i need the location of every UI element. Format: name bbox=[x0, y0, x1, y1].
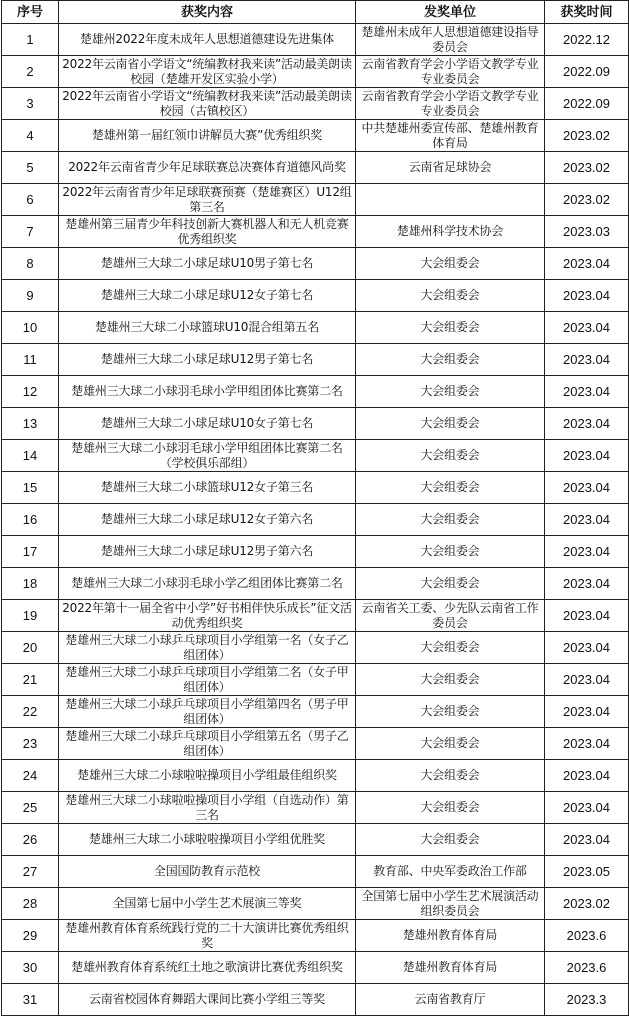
award-content-cell: 2022年云南省青少年足球联赛预赛（楚雄赛区）U12组第三名 bbox=[59, 184, 356, 216]
award-date-cell: 2023.04 bbox=[545, 696, 629, 728]
row-number: 6 bbox=[2, 184, 59, 216]
row-number: 21 bbox=[2, 664, 59, 696]
award-date-cell: 2023.04 bbox=[545, 248, 629, 280]
issuing-unit-cell: 大会组委会 bbox=[356, 376, 545, 408]
row-number: 27 bbox=[2, 856, 59, 888]
award-content-cell: 楚雄州三大球二小球足球U12男子第七名 bbox=[59, 344, 356, 376]
issuing-unit-cell: 大会组委会 bbox=[356, 536, 545, 568]
table-row bbox=[2, 184, 629, 216]
header-award-date: 获奖时间 bbox=[545, 1, 629, 24]
award-content-cell: 楚雄州三大球二小球足球U12男子第六名 bbox=[59, 536, 356, 568]
row-number: 13 bbox=[2, 408, 59, 440]
row-number: 26 bbox=[2, 824, 59, 856]
table-row bbox=[2, 888, 629, 920]
table-row bbox=[2, 24, 629, 56]
award-date-cell: 2023.04 bbox=[545, 632, 629, 664]
award-content-cell: 2022年云南省青少年足球联赛总决赛体育道德风尚奖 bbox=[59, 152, 356, 184]
row-number: 10 bbox=[2, 312, 59, 344]
award-content-cell: 楚雄州三大球二小球羽毛球小学甲组团体比赛第二名 bbox=[59, 376, 356, 408]
row-number: 31 bbox=[2, 984, 59, 1016]
row-number: 8 bbox=[2, 248, 59, 280]
header-number: 序号 bbox=[2, 1, 59, 24]
issuing-unit-cell: 大会组委会 bbox=[356, 792, 545, 824]
table-row bbox=[2, 472, 629, 504]
table-row bbox=[2, 152, 629, 184]
award-date-cell: 2023.03 bbox=[545, 216, 629, 248]
award-content-cell: 楚雄州三大球二小球羽毛球小学乙组团体比赛第二名 bbox=[59, 568, 356, 600]
award-content-cell: 楚雄州三大球二小球足球U12女子第六名 bbox=[59, 504, 356, 536]
issuing-unit-cell: 楚雄州未成年人思想道德建设指导委员会 bbox=[356, 24, 545, 56]
award-content-cell: 楚雄州教育体育系统红土地之歌演讲比赛优秀组织奖 bbox=[59, 952, 356, 984]
award-content-cell: 楚雄州三大球二小球足球U12女子第七名 bbox=[59, 280, 356, 312]
row-number: 23 bbox=[2, 728, 59, 760]
issuing-unit-cell: 楚雄州教育体育局 bbox=[356, 952, 545, 984]
table-row bbox=[2, 664, 629, 696]
row-number: 12 bbox=[2, 376, 59, 408]
table-row bbox=[2, 408, 629, 440]
award-date-cell: 2023.04 bbox=[545, 344, 629, 376]
award-date-cell: 2023.04 bbox=[545, 760, 629, 792]
table-row bbox=[2, 88, 629, 120]
award-content-cell: 全国第七届中小学生艺术展演三等奖 bbox=[59, 888, 356, 920]
issuing-unit-cell: 大会组委会 bbox=[356, 664, 545, 696]
row-number: 30 bbox=[2, 952, 59, 984]
row-number: 3 bbox=[2, 88, 59, 120]
table-row bbox=[2, 792, 629, 824]
award-date-cell: 2023.6 bbox=[545, 952, 629, 984]
row-number: 14 bbox=[2, 440, 59, 472]
table-row bbox=[2, 120, 629, 152]
issuing-unit-cell: 楚雄州教育体育局 bbox=[356, 920, 545, 952]
award-date-cell: 2023.04 bbox=[545, 792, 629, 824]
award-content-cell: 楚雄州三大球二小球足球U10女子第七名 bbox=[59, 408, 356, 440]
award-date-cell: 2023.04 bbox=[545, 824, 629, 856]
issuing-unit-cell: 大会组委会 bbox=[356, 440, 545, 472]
table-row bbox=[2, 216, 629, 248]
issuing-unit-cell: 大会组委会 bbox=[356, 568, 545, 600]
award-content-cell: 云南省校园体育舞蹈大课间比赛小学组三等奖 bbox=[59, 984, 356, 1016]
award-content-cell: 楚雄州三大球二小球乒乓球项目小学组第五名（男子乙组团体） bbox=[59, 728, 356, 760]
table-row bbox=[2, 56, 629, 88]
row-number: 11 bbox=[2, 344, 59, 376]
award-date-cell: 2023.6 bbox=[545, 920, 629, 952]
award-date-cell: 2023.04 bbox=[545, 408, 629, 440]
award-content-cell: 楚雄州三大球二小球乒乓球项目小学组第二名（女子甲组团体） bbox=[59, 664, 356, 696]
table-row bbox=[2, 824, 629, 856]
issuing-unit-cell: 楚雄州科学技术协会 bbox=[356, 216, 545, 248]
award-date-cell: 2023.04 bbox=[545, 440, 629, 472]
issuing-unit-cell: 大会组委会 bbox=[356, 248, 545, 280]
table-row bbox=[2, 248, 629, 280]
award-content-cell: 楚雄州三大球二小球篮球U12女子第三名 bbox=[59, 472, 356, 504]
table-row bbox=[2, 568, 629, 600]
award-content-cell: 楚雄州三大球二小球羽毛球小学甲组团体比赛第二名（学校俱乐部组） bbox=[59, 440, 356, 472]
award-content-cell: 2022年第十一届全省中小学”好书相伴快乐成长”征文活动优秀组织奖 bbox=[59, 600, 356, 632]
award-date-cell: 2023.04 bbox=[545, 728, 629, 760]
issuing-unit-cell: 大会组委会 bbox=[356, 824, 545, 856]
table-row bbox=[2, 440, 629, 472]
table-row bbox=[2, 504, 629, 536]
header-issuing-unit: 发奖单位 bbox=[356, 1, 545, 24]
award-content-cell: 楚雄州三大球二小球足球U10男子第七名 bbox=[59, 248, 356, 280]
award-content-cell: 全国国防教育示范校 bbox=[59, 856, 356, 888]
award-date-cell: 2023.04 bbox=[545, 312, 629, 344]
issuing-unit-cell: 云南省关工委、少先队云南省工作委员会 bbox=[356, 600, 545, 632]
award-content-cell: 楚雄州三大球二小球篮球U10混合组第五名 bbox=[59, 312, 356, 344]
row-number: 18 bbox=[2, 568, 59, 600]
issuing-unit-cell: 大会组委会 bbox=[356, 728, 545, 760]
table-row bbox=[2, 376, 629, 408]
row-number: 29 bbox=[2, 920, 59, 952]
award-content-cell: 楚雄州三大球二小球啦啦操项目小学组（自选动作）第三名 bbox=[59, 792, 356, 824]
table-row bbox=[2, 920, 629, 952]
issuing-unit-cell: 大会组委会 bbox=[356, 696, 545, 728]
issuing-unit-cell: 云南省教育学会小学语文教学专业专业委员会 bbox=[356, 88, 545, 120]
row-number: 16 bbox=[2, 504, 59, 536]
issuing-unit-cell: 大会组委会 bbox=[356, 344, 545, 376]
issuing-unit-cell: 大会组委会 bbox=[356, 280, 545, 312]
award-date-cell: 2023.02 bbox=[545, 120, 629, 152]
issuing-unit-cell: 大会组委会 bbox=[356, 632, 545, 664]
award-content-cell: 2022年云南省小学语文“统编教材我来读”活动最美朗读校园（古镇校区） bbox=[59, 88, 356, 120]
award-date-cell: 2023.04 bbox=[545, 536, 629, 568]
award-content-cell: 楚雄州三大球二小球乒乓球项目小学组第一名（女子乙组团体） bbox=[59, 632, 356, 664]
table-row bbox=[2, 728, 629, 760]
header-award-content: 获奖内容 bbox=[59, 1, 356, 24]
issuing-unit-cell: 大会组委会 bbox=[356, 760, 545, 792]
award-date-cell: 2023.04 bbox=[545, 504, 629, 536]
award-content-cell: 楚雄州三大球二小球啦啦操项目小学组优胜奖 bbox=[59, 824, 356, 856]
issuing-unit-cell: 大会组委会 bbox=[356, 472, 545, 504]
row-number: 24 bbox=[2, 760, 59, 792]
row-number: 22 bbox=[2, 696, 59, 728]
table-row bbox=[2, 984, 629, 1016]
issuing-unit-cell: 教育部、中央军委政治工作部 bbox=[356, 856, 545, 888]
award-date-cell: 2023.04 bbox=[545, 472, 629, 504]
row-number: 7 bbox=[2, 216, 59, 248]
issuing-unit-cell: 中共楚雄州委宣传部、楚雄州教育体育局 bbox=[356, 120, 545, 152]
award-date-cell: 2023.3 bbox=[545, 984, 629, 1016]
row-number: 28 bbox=[2, 888, 59, 920]
row-number: 1 bbox=[2, 24, 59, 56]
awards-table bbox=[1, 0, 629, 1016]
issuing-unit-cell: 云南省足球协会 bbox=[356, 152, 545, 184]
issuing-unit-cell bbox=[356, 184, 545, 216]
award-content-cell: 楚雄州第三届青少年科技创新大赛机器人和无人机竞赛优秀组织奖 bbox=[59, 216, 356, 248]
row-number: 20 bbox=[2, 632, 59, 664]
row-number: 2 bbox=[2, 56, 59, 88]
table-row bbox=[2, 280, 629, 312]
award-date-cell: 2022.09 bbox=[545, 56, 629, 88]
row-number: 4 bbox=[2, 120, 59, 152]
award-date-cell: 2022.09 bbox=[545, 88, 629, 120]
issuing-unit-cell: 全国第七届中小学生艺术展演活动组织委员会 bbox=[356, 888, 545, 920]
table-row bbox=[2, 856, 629, 888]
row-number: 15 bbox=[2, 472, 59, 504]
award-content-cell: 楚雄州第一届红领巾讲解员大赛”优秀组织奖 bbox=[59, 120, 356, 152]
award-content-cell: 楚雄州2022年度未成年人思想道德建设先进集体 bbox=[59, 24, 356, 56]
award-date-cell: 2023.02 bbox=[545, 184, 629, 216]
row-number: 5 bbox=[2, 152, 59, 184]
header-row bbox=[2, 1, 629, 24]
table-row bbox=[2, 696, 629, 728]
award-date-cell: 2023.02 bbox=[545, 888, 629, 920]
award-date-cell: 2023.04 bbox=[545, 600, 629, 632]
issuing-unit-cell: 大会组委会 bbox=[356, 504, 545, 536]
award-content-cell: 2022年云南省小学语文“统编教材我来读”活动最美朗读校园（楚雄开发区实验小学） bbox=[59, 56, 356, 88]
award-date-cell: 2023.05 bbox=[545, 856, 629, 888]
award-date-cell: 2023.04 bbox=[545, 568, 629, 600]
table-row bbox=[2, 600, 629, 632]
issuing-unit-cell: 云南省教育厅 bbox=[356, 984, 545, 1016]
award-date-cell: 2023.04 bbox=[545, 664, 629, 696]
row-number: 19 bbox=[2, 600, 59, 632]
row-number: 17 bbox=[2, 536, 59, 568]
row-number: 25 bbox=[2, 792, 59, 824]
award-content-cell: 楚雄州三大球二小球啦啦操项目小学组最佳组织奖 bbox=[59, 760, 356, 792]
table-row bbox=[2, 344, 629, 376]
table-row bbox=[2, 760, 629, 792]
award-date-cell: 2023.04 bbox=[545, 280, 629, 312]
issuing-unit-cell: 大会组委会 bbox=[356, 312, 545, 344]
row-number: 9 bbox=[2, 280, 59, 312]
award-date-cell: 2023.02 bbox=[545, 152, 629, 184]
table-row bbox=[2, 952, 629, 984]
table-row bbox=[2, 536, 629, 568]
award-date-cell: 2022.12 bbox=[545, 24, 629, 56]
issuing-unit-cell: 云南省教育学会小学语文教学专业专业委员会 bbox=[356, 56, 545, 88]
award-date-cell: 2023.04 bbox=[545, 376, 629, 408]
table-body bbox=[2, 24, 629, 1016]
award-content-cell: 楚雄州教育体育系统践行党的二十大演讲比赛优秀组织奖 bbox=[59, 920, 356, 952]
issuing-unit-cell: 大会组委会 bbox=[356, 408, 545, 440]
table-row bbox=[2, 312, 629, 344]
award-content-cell: 楚雄州三大球二小球乒乓球项目小学组第四名（男子甲组团体） bbox=[59, 696, 356, 728]
table-row bbox=[2, 632, 629, 664]
